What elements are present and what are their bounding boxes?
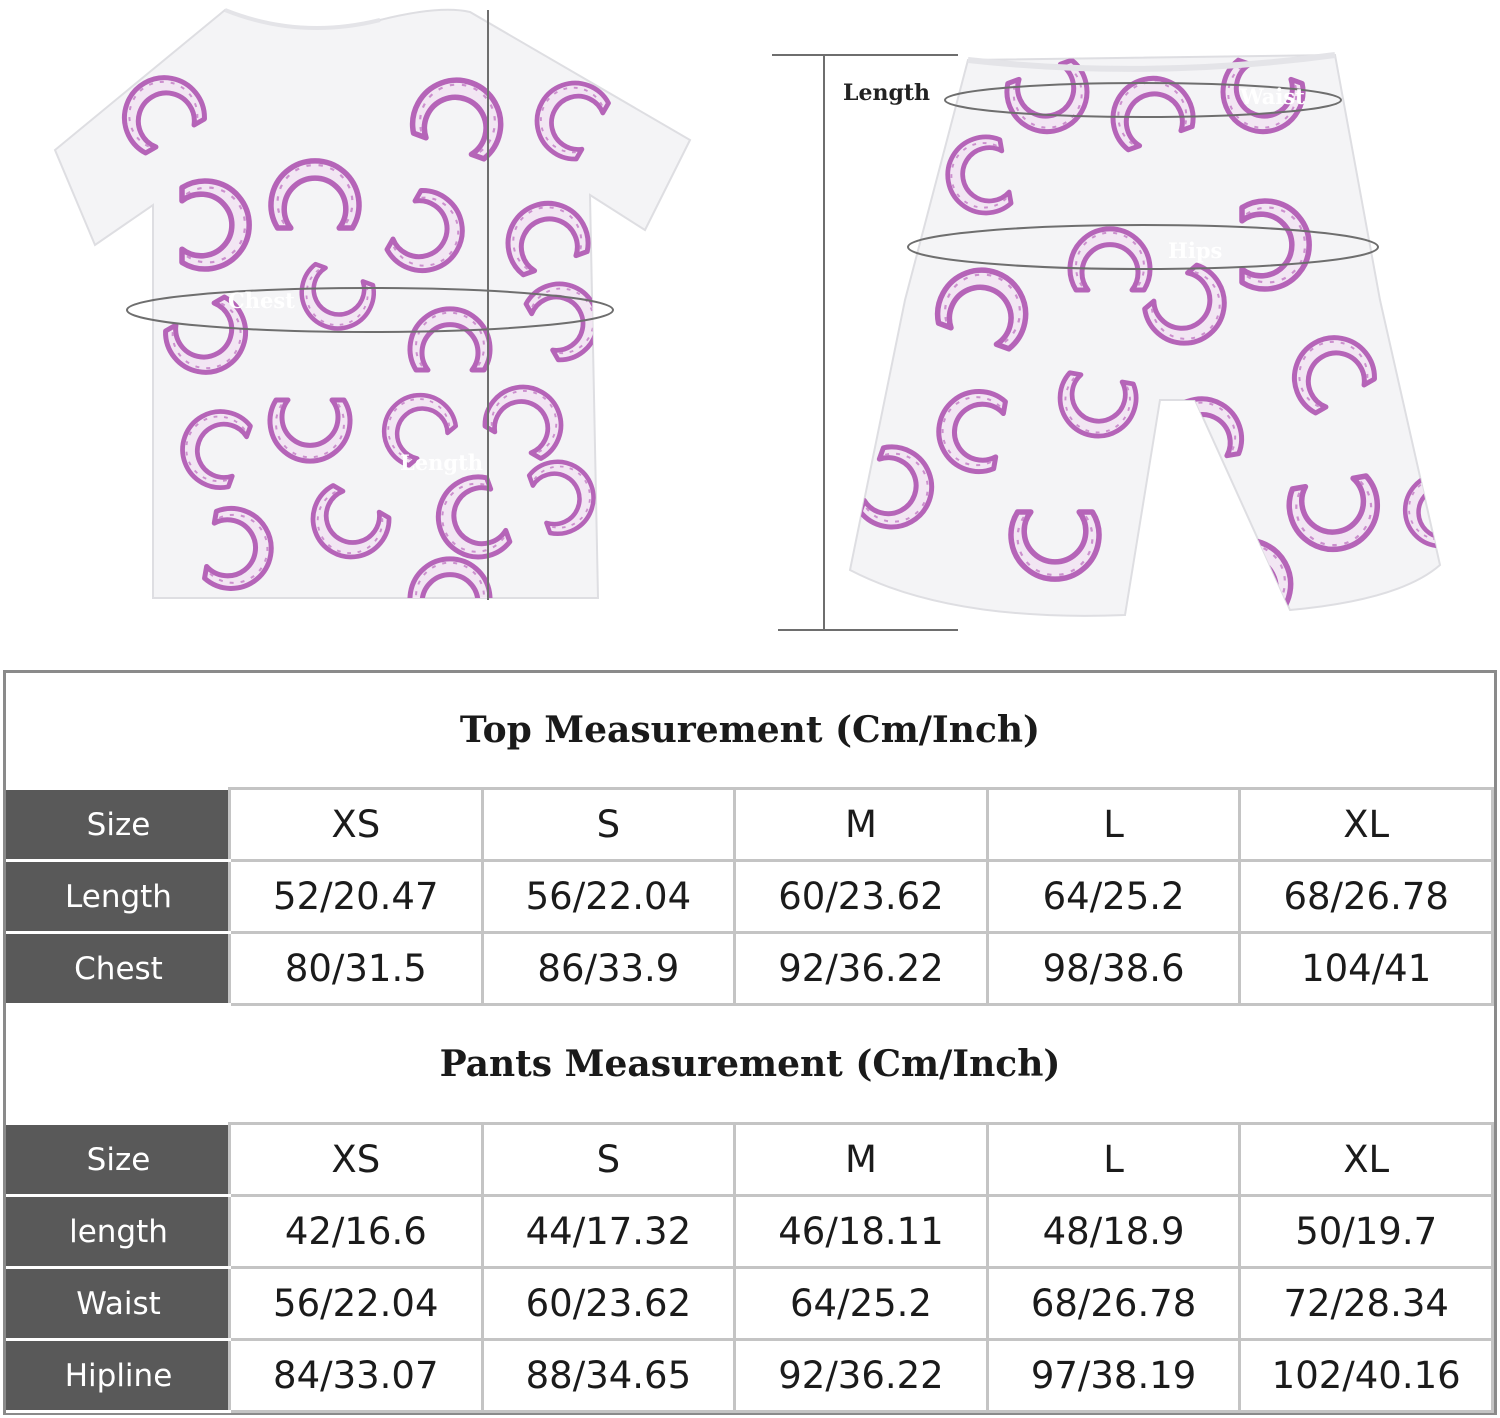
measurement-cell: 60/23.62 [735,861,988,933]
size-cell: M [735,1124,988,1196]
measurement-cell: 52/20.47 [230,861,483,933]
table-row [8,933,1493,1005]
pants-measurement-table [6,1122,1494,1413]
measurement-cell: 56/22.04 [482,861,735,933]
size-cell: XS [230,1124,483,1196]
size-cell: L [987,1124,1240,1196]
size-row-label: Size [8,1124,230,1196]
size-cell: XL [1240,1124,1493,1196]
size-cell: S [482,789,735,861]
measurement-cell: 50/19.7 [1240,1196,1493,1268]
measurement-cell: 92/36.22 [735,933,988,1005]
pants-measurement-title: Pants Measurement (Cm/Inch) [439,1043,1061,1085]
measurement-cell: 92/36.22 [735,1340,988,1412]
row-label: Length [8,861,230,933]
size-chart [3,670,1497,1415]
size-cell: L [987,789,1240,861]
size-cell: S [482,1124,735,1196]
measurement-cell: 56/22.04 [230,1268,483,1340]
measurement-cell: 80/31.5 [230,933,483,1005]
measurement-cell: 64/25.2 [735,1268,988,1340]
top-measurement-title: Top Measurement (Cm/Inch) [459,709,1041,751]
chest-label: Chest [228,288,295,313]
waist-label: Waist [1240,84,1305,109]
measurement-cell: 64/25.2 [987,861,1240,933]
measurement-cell: 68/26.78 [1240,861,1493,933]
size-row-label: Size [8,789,230,861]
measurement-cell: 72/28.34 [1240,1268,1493,1340]
length-label: Length [843,80,931,106]
row-label: Chest [8,933,230,1005]
measurement-cell: 68/26.78 [987,1268,1240,1340]
hips-label: Hips [1168,238,1223,263]
shorts-illustration [772,55,1479,630]
measurement-cell: 84/33.07 [230,1340,483,1412]
size-header-row [8,789,1493,861]
measurement-cell: 46/18.11 [735,1196,988,1268]
measurement-cell: 42/16.6 [230,1196,483,1268]
table-row [8,1268,1493,1340]
table-row [8,1196,1493,1268]
top-measurement-table [6,787,1494,1006]
measurement-cell: 44/17.32 [482,1196,735,1268]
measurement-cell: 88/34.65 [482,1340,735,1412]
measurement-cell: 48/18.9 [987,1196,1240,1268]
measurement-cell: 60/23.62 [482,1268,735,1340]
table-row [8,861,1493,933]
size-header-row [8,1124,1493,1196]
measurement-cell: 104/41 [1240,933,1493,1005]
measurement-cell: 86/33.9 [482,933,735,1005]
measurement-cell: 102/40.16 [1240,1340,1493,1412]
row-label: Waist [8,1268,230,1340]
length-label: Length [400,450,484,475]
garment-diagram [0,0,1500,660]
size-cell: M [735,789,988,861]
table-row [8,1340,1493,1412]
row-label: length [8,1196,230,1268]
measurement-cell: 98/38.6 [987,933,1240,1005]
size-cell: XS [230,789,483,861]
row-label: Hipline [8,1340,230,1412]
measurement-cell: 97/38.19 [987,1340,1240,1412]
t-shirt-illustration [55,10,690,620]
size-cell: XL [1240,789,1493,861]
